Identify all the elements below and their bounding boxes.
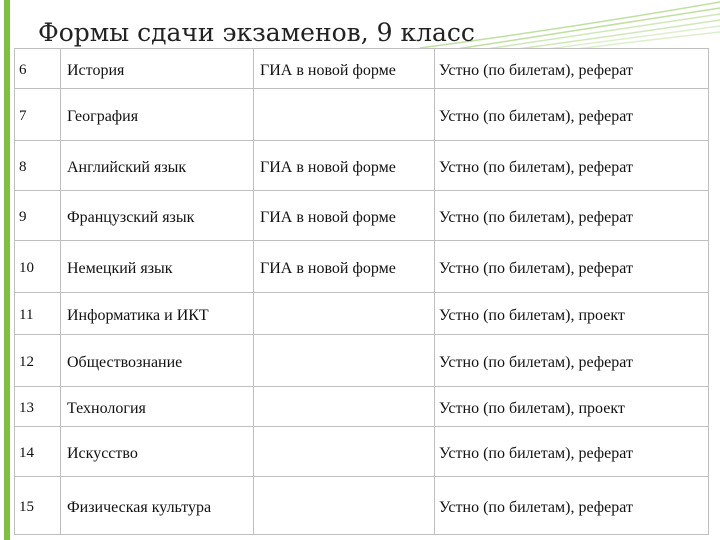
exam-mode-cell: Устно (по билетам), реферат	[435, 477, 709, 535]
exam-mode-cell: Устно (по билетам), реферат	[435, 89, 709, 141]
table-row	[15, 241, 709, 293]
row-number: 10	[15, 241, 61, 293]
table-row	[15, 141, 709, 191]
exam-mode-cell: Устно (по билетам), реферат	[435, 191, 709, 241]
row-number: 11	[15, 293, 61, 335]
gia-cell	[254, 293, 435, 335]
table-row	[15, 191, 709, 241]
gia-cell: ГИА в новой форме	[254, 141, 435, 191]
subject-cell: Физическая культура	[61, 477, 254, 535]
row-number: 9	[15, 191, 61, 241]
row-number: 6	[15, 49, 61, 89]
table-row	[15, 427, 709, 477]
subject-cell: История	[61, 49, 254, 89]
left-accent-bar	[4, 0, 10, 540]
table-row	[15, 477, 709, 535]
exam-mode-cell: Устно (по билетам), реферат	[435, 241, 709, 293]
row-number: 14	[15, 427, 61, 477]
row-number: 13	[15, 387, 61, 427]
row-number: 7	[15, 89, 61, 141]
exam-mode-cell: Устно (по билетам), реферат	[435, 335, 709, 387]
gia-cell	[254, 387, 435, 427]
gia-cell	[254, 89, 435, 141]
gia-cell	[254, 477, 435, 535]
slide-title: Формы сдачи экзаменов, 9 класс	[38, 18, 475, 47]
gia-cell: ГИА в новой форме	[254, 191, 435, 241]
table-row	[15, 49, 709, 89]
gia-cell	[254, 427, 435, 477]
row-number: 12	[15, 335, 61, 387]
subject-cell: География	[61, 89, 254, 141]
gia-cell: ГИА в новой форме	[254, 49, 435, 89]
exam-mode-cell: Устно (по билетам), реферат	[435, 49, 709, 89]
row-number: 8	[15, 141, 61, 191]
exam-mode-cell: Устно (по билетам), реферат	[435, 141, 709, 191]
row-number: 15	[15, 477, 61, 535]
exam-mode-cell: Устно (по билетам), проект	[435, 387, 709, 427]
subject-cell: Обществознание	[61, 335, 254, 387]
table-row	[15, 89, 709, 141]
subject-cell: Английский язык	[61, 141, 254, 191]
table-row	[15, 335, 709, 387]
exam-forms-table	[14, 48, 709, 535]
subject-cell: Информатика и ИКТ	[61, 293, 254, 335]
subject-cell: Технология	[61, 387, 254, 427]
exam-mode-cell: Устно (по билетам), реферат	[435, 427, 709, 477]
gia-cell	[254, 335, 435, 387]
subject-cell: Французский язык	[61, 191, 254, 241]
exam-mode-cell: Устно (по билетам), проект	[435, 293, 709, 335]
gia-cell: ГИА в новой форме	[254, 241, 435, 293]
table-row	[15, 293, 709, 335]
table-row	[15, 387, 709, 427]
subject-cell: Немецкий язык	[61, 241, 254, 293]
subject-cell: Искусство	[61, 427, 254, 477]
